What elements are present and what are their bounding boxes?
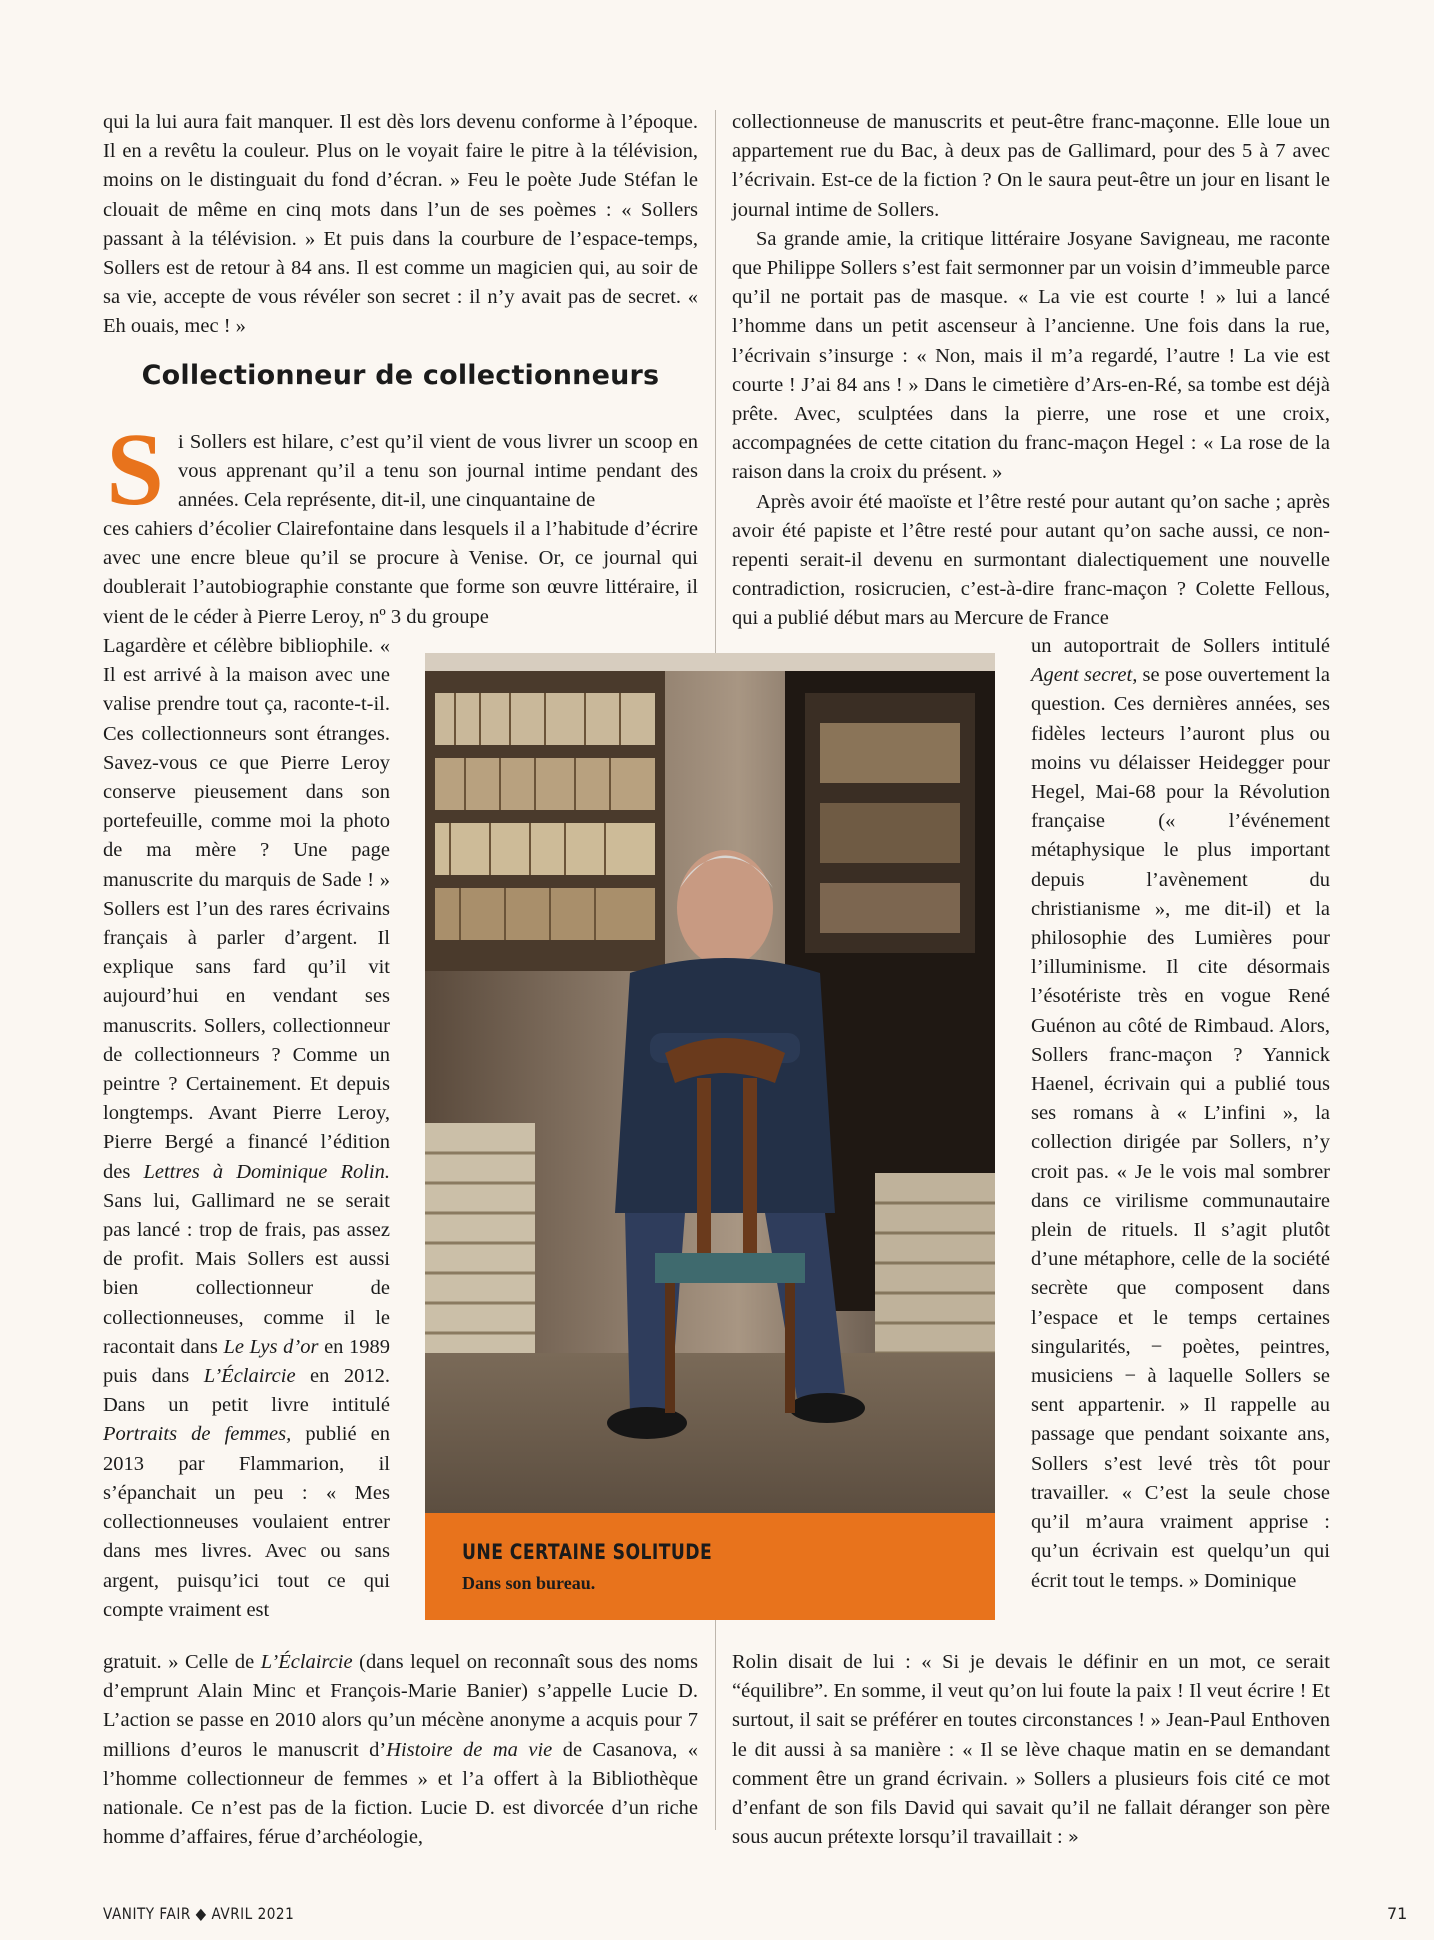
- paragraph: Après avoir été maoïste et l’être resté pour autant qu’on sache ; après avoir été papiste et l’être resté pour autant qu’on sache aussi, ce non-repenti serait-il devenu en surmontant dialectiquement une nouvelle contradiction, rosicrucien, c’est-à-dire franc-maçon ? Colette Fellous, qui a publié début mars au Mercure de France: [732, 490, 1330, 630]
- paragraph: qui la lui aura fait manquer. Il est dès lors devenu conforme à l’époque. Il en a revêtu la couleur. Plus on le voyait faire le pitre à la télévision, moins on le distinguait du fond d’écran. » Feu le poète Jude Stéfan le clouait de même en cinq mots dans l’un de ses poèmes : « Sollers passant à la télévision. » Et puis dans la courbure de l’espace-temps, Sollers est de retour à 84 ans. Il est comme un magicien qui, au soir de sa vie, accepte de vous révéler son secret : il n’y avait pas de secret. « Eh ouais, mec ! »: [103, 111, 698, 338]
- text-run: Sans lui, Gallimard ne se serait pas lancé : trop de frais, pas assez de profit. Mais Sollers est aussi bien collectionneur de collectionneuses, comme il le racontait dans: [103, 1189, 390, 1358]
- footer-publication: VANITY FAIR ◆ AVRIL 2021: [103, 1904, 295, 1923]
- intro-paragraph-first-lines: [178, 428, 698, 516]
- text-run: gratuit. » Celle de: [103, 1651, 255, 1673]
- caption-subtitle: Dans son bureau.: [462, 1573, 596, 1593]
- intro-paragraph-rest: [103, 515, 698, 632]
- text-run: publié en 2013 par Flammarion, il s’épanchait un peu : « Mes collectionneuses voulaient entrer dans mes livres. Avec ou sans argent, puisqu’ici tout ce qui compte vraiment est: [103, 1423, 391, 1621]
- right-column-top: [732, 108, 1330, 634]
- right-column-bottom: [732, 1648, 1330, 1852]
- text-run: se pose ouvertement la question. Ces dernières années, ses fidèles lecteurs l’auront plus ou moins vu délaisser Heidegger pour Hegel, Mai-68 pour la Révolution française (« l’événement métaphysique le plus important depuis l’avènement du christianisme », me dit-il) et la philosophie des Lumières pour l’illuminisme. Il cite désormais l’ésotériste très en vogue René Guénon au côté de Rimbaud. Alors, Sollers franc-maçon ? Yannick Haenel, écrivain qui a publié tous ses romans à « L’infini », la collection dirigée par Sollers, n’y croit pas. « Je le vois mal sombrer dans ce virilisme communautaire plein de rituels. Il s’agit plutôt d’une métaphore, celle de la société secrète que composent dans l’espace et le temps certaines singularités, − poètes, peintres, musiciens − à laquelle Sollers se sent appartenir. » Il rappelle au passage que pendant soixante ans, Sollers s’est levé très tôt pour travailler. « C’est la seule chose qu’il m’aura vraiment apprise : qu’un écrivain est quelqu’un qui écrit tout le temps. » Dominique: [1031, 664, 1330, 1592]
- book-title: Agent secret,: [1031, 664, 1138, 687]
- book-title: Lettres à Dominique Rolin.: [143, 1160, 391, 1183]
- book-title: Portraits de femmes,: [103, 1423, 292, 1446]
- text-run: en 1989 puis dans: [103, 1335, 391, 1388]
- book-title: L’Éclaircie: [203, 1365, 296, 1388]
- svg-text:S: S: [106, 428, 164, 508]
- text-run: en 2012. Dans un petit livre intitulé: [103, 1365, 391, 1417]
- paragraph: Sa grande amie, la critique littéraire Josyane Savigneau, me raconte que Philippe Sollers s’est fait sermonner par un voisin d’immeuble parce qu’il ne portait pas de masque. « La vie est courte ! » lui a lancé l’homme dans un petit ascenseur à l’ancienne. Une fois dans la rue, l’écrivain s’insurge : « Non, mais il m’a regardé, l’autre ! La vie est courte ! J’ai 84 ans ! » Dans le cimetière d’Ars-en-Ré, sa tombe est déjà prête. Avec, sculptées dans la pierre, une rose et une croix, accompagnées de cette citation du franc-maçon Hegel : « La rose de la raison dans la croix du présent. »: [732, 227, 1330, 484]
- text-run: (dans lequel on reconnaît sous des noms d’emprunt Alain Minc et François-Marie Banier) s’appelle Lucie D. L’action se passe en 2010 alors qu’un mécène anonyme a acquis pour 7 millions d’euros le manuscrit d’: [103, 1651, 698, 1761]
- text-run: un autoportrait de Sollers intitulé: [1031, 635, 1330, 657]
- paragraph: [103, 632, 390, 1625]
- left-narrow-column: [103, 632, 390, 1625]
- page-number: 71: [1387, 1904, 1408, 1923]
- photo-caption-box: [425, 1513, 995, 1620]
- book-title: Histoire de ma vie: [386, 1738, 553, 1761]
- paragraph: ces cahiers d’écolier Clairefontaine dans lesquels il a l’habitude d’écrire avec une encre bleue qu’il se procure à Venise. Or, ce journal qui doublerait l’autobiographie constante que forme son œuvre littéraire, il vient de le céder à Pierre Leroy, nº 3 du groupe: [103, 518, 698, 628]
- caption-title: UNE CERTAINE SOLITUDE: [462, 1540, 713, 1564]
- drop-cap-s: [101, 428, 169, 508]
- paragraph: [1031, 632, 1330, 1596]
- portrait-photo: [425, 653, 995, 1513]
- paragraph: i Sollers est hilare, c’est qu’il vient de vous livrer un scoop en vous apprenant qu’il a tenu son journal intime pendant des années. Cela représente, dit-il, une cinquantaine de: [178, 431, 698, 512]
- paragraph: [732, 1648, 1330, 1852]
- continue-arrow-icon: »: [1067, 1827, 1079, 1849]
- right-narrow-column: [1031, 632, 1330, 1596]
- left-column-top: [103, 108, 698, 342]
- text-run: Rolin disait de lui : « Si je devais le définir en un mot, ce serait “équilibre”. En somme, il veut qu’on lui foute la paix ! Il veut écrire ! Et surtout, il sait se préférer en toutes circonstances ! » Jean-Paul Enthoven le dit aussi à sa manière : « Il se lève chaque matin en se demandant comment être un grand écrivain. » Sollers a plusieurs fois cité ce mot d’enfant de son fils David qui savait qu’il ne fallait déranger son père sous aucun prétexte lorsqu’il travaillait :: [732, 1651, 1330, 1849]
- book-title: Le Lys d’or: [223, 1335, 319, 1358]
- study-illustration: [425, 653, 995, 1513]
- paragraph: [103, 1648, 698, 1852]
- text-run: Lagardère et célèbre bibliophile. « Il est arrivé à la maison avec une valise prendre tout ça, raconte-t-il. Ces collectionneurs sont étranges. Savez-vous ce que Pierre Leroy conserve pieusement dans son portefeuille, comme moi la photo de ma mère ? Une page manuscrite du marquis de Sade ! » Sollers est l’un des rares écrivains français à parler d’argent. Il explique sans fard qu’il vit aujourd’hui en vendant ses manuscrits. Sollers, collectionneur de collectionneurs ? Comme un peintre ? Certainement. Et depuis longtemps. Avant Pierre Leroy, Pierre Bergé a financé l’édition des: [103, 635, 390, 1183]
- paragraph: collectionneuse de manuscrits et peut-être franc-maçonne. Elle loue un appartement rue du Bac, à deux pas de Gallimard, pour des 5 à 7 avec l’écrivain. Est-ce de la fiction ? On le saura peut-être un jour en lisant le journal intime de Sollers.: [732, 111, 1330, 221]
- text-run: de Casanova, « l’homme collectionneur de femmes » et l’a offert à la Bibliothèque nationale. Ce n’est pas de la fiction. Lucie D. est divorcée d’un riche homme d’affaires, férue d’archéologie,: [103, 1738, 699, 1849]
- section-heading: Collectionneur de collectionneurs: [141, 360, 660, 391]
- book-title: L’Éclaircie: [260, 1651, 353, 1673]
- left-column-bottom: [103, 1648, 698, 1852]
